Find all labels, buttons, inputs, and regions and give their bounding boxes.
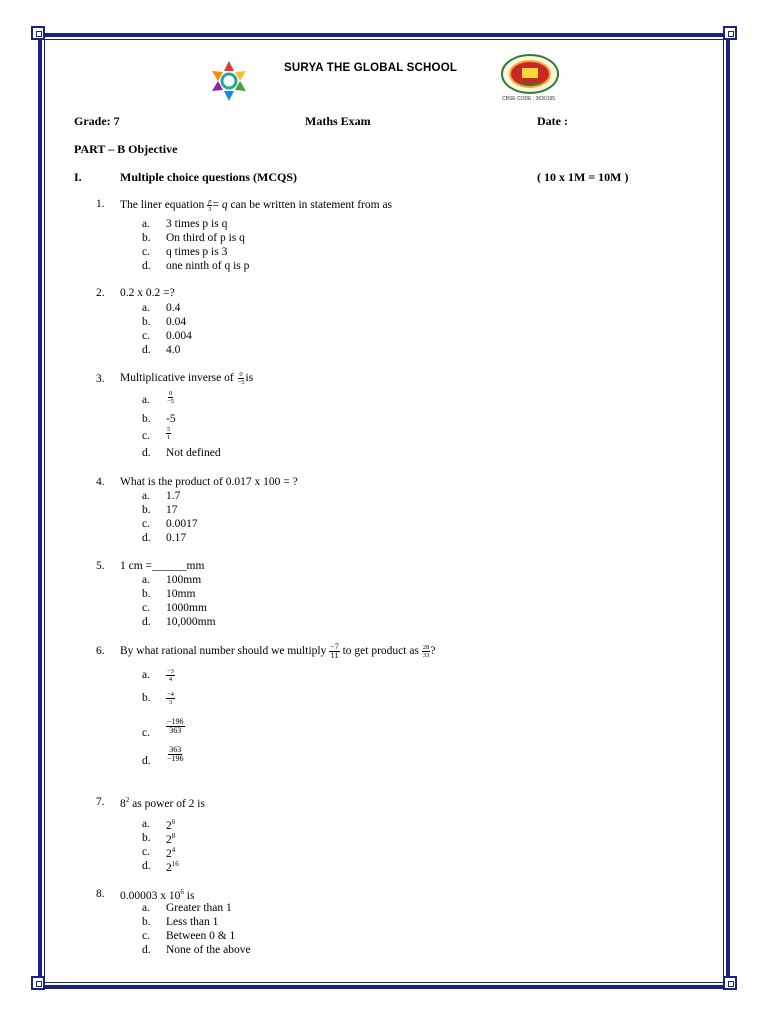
question-number: 5. [96, 560, 105, 572]
option-text: one ninth of q is p [166, 260, 250, 272]
option-label: c. [142, 846, 150, 858]
question-number: 2. [96, 287, 105, 299]
option-text: 1000mm [166, 602, 207, 614]
option-fraction: $\frac{-196}{363}$ [167, 717, 184, 735]
option-label: d. [142, 532, 151, 544]
option-label: d. [142, 616, 151, 628]
option-text: Not defined [166, 447, 221, 459]
option-text: 0.0017 [166, 518, 198, 530]
option-label: c. [142, 930, 150, 942]
cbse-code: CBSE CODE : 3630195 [502, 96, 556, 102]
option-label: a. [142, 818, 150, 830]
question-text: $8^2$ as power of 2 is [120, 796, 205, 810]
fraction: $\frac{0}{-5}$ [237, 371, 245, 386]
option-text: None of the above [166, 944, 251, 956]
option-label: d. [142, 260, 151, 272]
option-label: a. [142, 490, 150, 502]
question-text: 0.00003 x $10^6$ is [120, 888, 195, 902]
option-text: 1.7 [166, 490, 181, 502]
option-text: 0.17 [166, 532, 187, 544]
corner-ornament-bottom-right [723, 976, 737, 990]
option-text: 4.0 [166, 344, 181, 356]
option-power: $2^{16}$ [166, 860, 179, 874]
option-label: b. [142, 232, 151, 244]
question-text: Multiplicative inverse of $\frac{0}{-5}$ is [120, 371, 254, 386]
option-text: 17 [166, 504, 178, 516]
option-text: Between 0 & 1 [166, 930, 236, 942]
date-label: Date : [537, 114, 568, 128]
option-text: Greater than 1 [166, 902, 232, 914]
option-label: b. [142, 832, 151, 844]
option-label: c. [142, 430, 150, 442]
option-label: c. [142, 330, 150, 342]
option-label: a. [142, 394, 150, 406]
option-label: a. [142, 902, 150, 914]
question-text: The liner equation $\frac{p}{3}$ = q can be written in statement from as [120, 198, 393, 213]
option-fraction: $\frac{0}{-5}$ [167, 390, 174, 405]
option-label: d. [142, 755, 151, 767]
question-number: 8. [96, 888, 105, 900]
section-title: Multiple choice questions (MCQS) [120, 170, 297, 184]
option-power: $2^6$ [166, 818, 176, 832]
fraction: $\frac{-7}{11}$ [330, 642, 339, 660]
question-text: What is the product of 0.017 x 100 = ? [120, 476, 298, 488]
question-number: 1. [96, 198, 105, 210]
option-fraction: $\frac{5}{1}$ [167, 426, 171, 441]
option-text: 0.004 [166, 330, 192, 342]
option-label: b. [142, 588, 151, 600]
exam-title: Maths Exam [305, 114, 371, 128]
option-text: On third of p is q [166, 232, 245, 244]
option-label: b. [142, 316, 151, 328]
fraction: $\frac{28}{33}$ [422, 644, 430, 659]
option-text: Less than 1 [166, 916, 219, 928]
option-fraction: $\frac{-3}{4}$ [167, 668, 174, 683]
question-number: 3. [96, 373, 105, 385]
option-text: -5 [166, 413, 176, 425]
option-text: 10mm [166, 588, 196, 600]
corner-ornament-top-left [31, 26, 45, 40]
option-text: 0.04 [166, 316, 187, 328]
fraction: $\frac{p}{3}$ [208, 198, 212, 213]
option-power: $2^8$ [166, 832, 176, 846]
option-label: b. [142, 916, 151, 928]
option-text: 100mm [166, 574, 202, 586]
question-text: 0.2 x 0.2 =? [120, 287, 175, 299]
question-text: By what rational number should we multiply $\frac{-7}{11}$ to get product as $\frac{28}{33}$ ? [120, 642, 436, 660]
school-name: SURYA THE GLOBAL SCHOOL [284, 62, 458, 74]
option-label: c. [142, 518, 150, 530]
question-text: 1 cm =______mm [120, 560, 205, 572]
option-label: d. [142, 447, 151, 459]
option-label: a. [142, 669, 150, 681]
option-text: 3 times p is q [166, 218, 228, 230]
option-text: 10,000mm [166, 616, 216, 628]
option-label: a. [142, 574, 150, 586]
option-label: b. [142, 504, 151, 516]
option-label: b. [142, 692, 151, 704]
section-numeral: I. [74, 170, 82, 184]
cbse-emblem-icon [500, 54, 560, 94]
part-heading: PART – B Objective [74, 142, 178, 156]
option-label: b. [142, 413, 151, 425]
option-label: a. [142, 218, 150, 230]
school-logo-icon [206, 58, 252, 104]
corner-ornament-top-right [723, 26, 737, 40]
option-label: a. [142, 302, 150, 314]
question-number: 4. [96, 476, 105, 488]
section-marks: ( 10 x 1M = 10M ) [537, 170, 629, 184]
option-label: d. [142, 860, 151, 872]
option-label: d. [142, 344, 151, 356]
grade-label: Grade: 7 [74, 114, 120, 128]
option-label: c. [142, 727, 150, 739]
option-label: c. [142, 246, 150, 258]
option-label: c. [142, 602, 150, 614]
question-number: 6. [96, 645, 105, 657]
option-fraction: $\frac{-4}{3}$ [167, 691, 174, 706]
option-power: $2^4$ [166, 846, 176, 860]
option-label: d. [142, 944, 151, 956]
corner-ornament-bottom-left [31, 976, 45, 990]
option-text: 0.4 [166, 302, 181, 314]
question-number: 7. [96, 796, 105, 808]
option-fraction: $\frac{363}{-196}$ [167, 745, 184, 763]
option-text: q times p is 3 [166, 246, 228, 258]
